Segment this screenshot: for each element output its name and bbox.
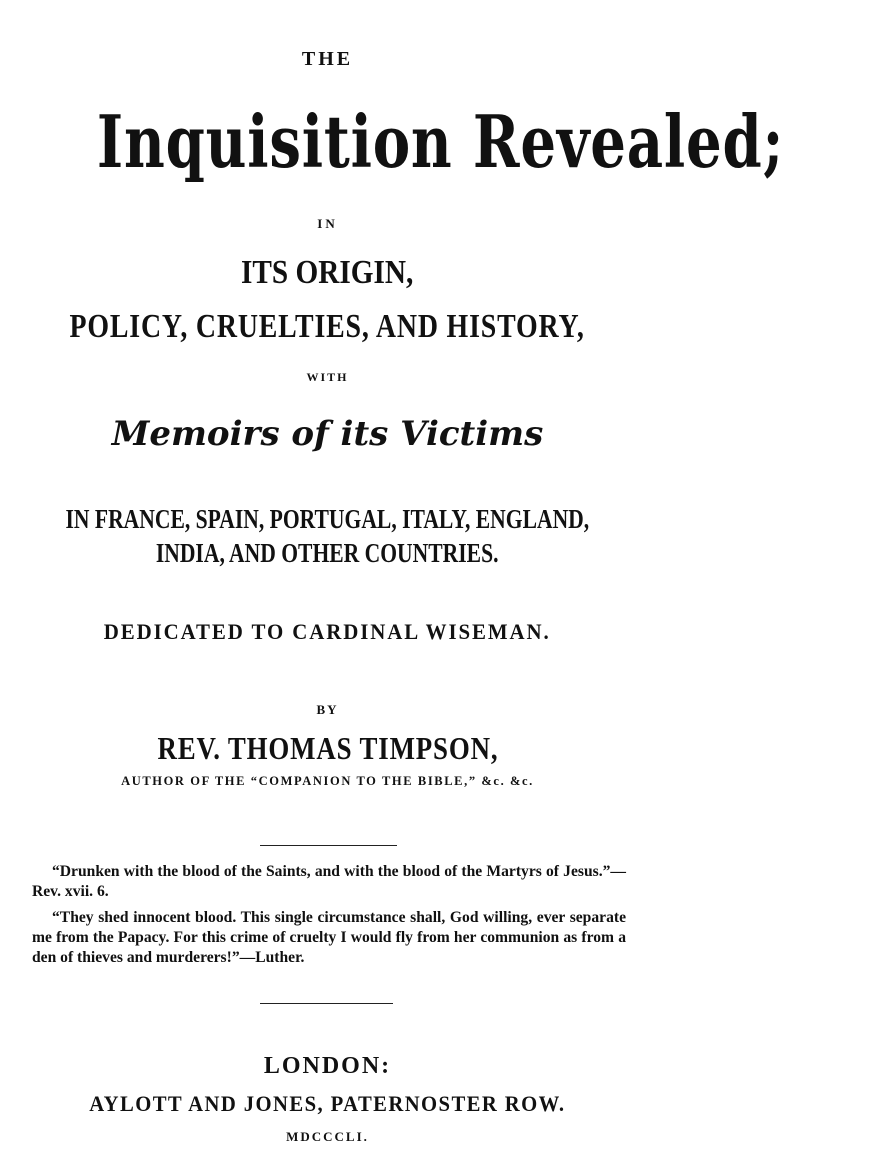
memoirs-line: Memoirs of its Victims (111, 414, 544, 454)
dedication: DEDICATED TO CARDINAL WISEMAN. (104, 619, 551, 644)
author-name: REV. THOMAS TIMPSON, (157, 730, 498, 766)
countries-line-1: IN FRANCE, SPAIN, PORTUGAL, ITALY, ENGLAND, (65, 504, 590, 534)
imprint-publisher: AYLOTT AND JONES, PATERNOSTER ROW. (89, 1091, 566, 1116)
main-title (0, 92, 785, 192)
upper-divider (260, 845, 397, 846)
epigraph-revelation: “Drunken with the blood of the Saints, and with the blood of the Martyrs of Jesus.”—Rev. xvii. 6. (32, 863, 626, 900)
imprint-year: MDCCCLI. (286, 1129, 369, 1144)
in-label: IN (317, 216, 338, 231)
subtitle-line-2: POLICY, CRUELTIES, AND HISTORY, (69, 308, 586, 345)
lower-divider (260, 1003, 393, 1004)
subtitle-line-1: ITS ORIGIN, (241, 254, 414, 291)
epigraph-block (32, 862, 626, 974)
imprint-city: LONDON: (263, 1053, 392, 1079)
main-title-text: Inquisition Revealed; (96, 99, 785, 184)
by-label: BY (316, 702, 339, 717)
with-label: WITH (306, 370, 349, 384)
countries-line-2: INDIA, AND OTHER COUNTRIES. (156, 538, 499, 568)
epigraph-luther: “They shed innocent blood. This single circumstance shall, God willing, ever separate me from the Papacy. For this crime of cruelty I would fly from her communion as from a den of thieves and murderers!”—Luther. (32, 909, 626, 966)
the-label: THE (301, 48, 354, 70)
author-credit: AUTHOR OF THE “COMPANION TO THE BIBLE,” &c. &c. (121, 774, 534, 788)
